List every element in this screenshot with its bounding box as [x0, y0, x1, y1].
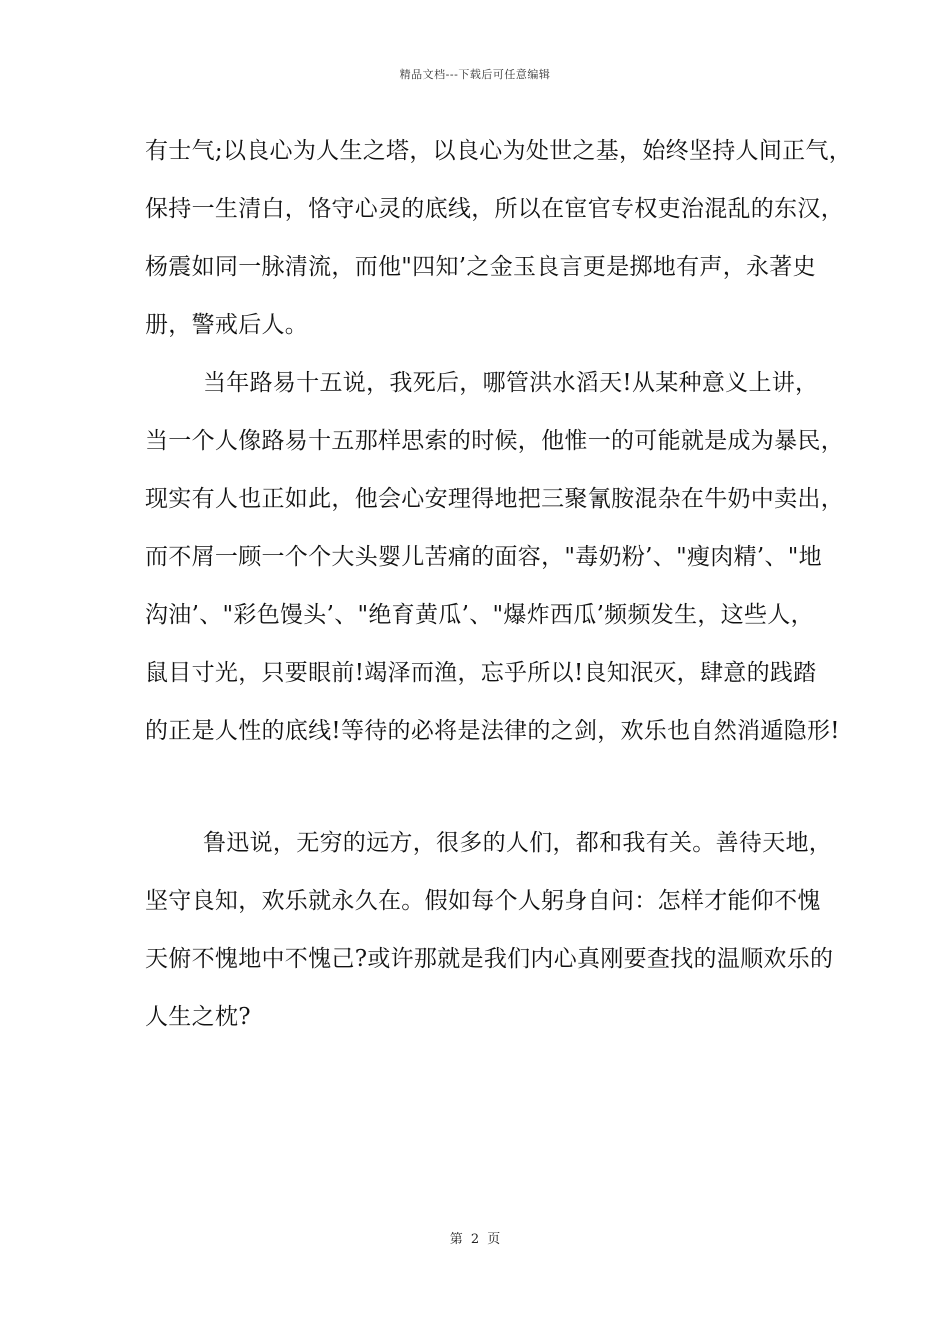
text-line: 册，警戒后人。 — [145, 312, 309, 338]
text-line: 现实有人也正如此，他会心安理得地把三聚氰胺混杂在牛奶中卖出， — [145, 486, 844, 512]
document-body — [145, 131, 853, 1055]
text-line: 而不屑一顾一个个大头婴儿苦痛的面容，"毒奶粉’、"瘦肉精’、"地 — [145, 544, 822, 570]
page-number: 第 2 页 — [449, 1232, 501, 1247]
text-line: 鲁迅说，无穷的远方，很多的人们，都和我有关。善待天地， — [203, 830, 833, 856]
text-line: 当年路易十五说，我死后，哪管洪水滔天!从某种意义上讲， — [203, 370, 819, 396]
paragraph-2 — [145, 363, 844, 769]
paragraph-3 — [145, 823, 834, 1055]
page-header: 精品文档---下载后可任意编辑 — [399, 68, 551, 81]
paragraph-spacer — [145, 769, 825, 823]
paragraph-1 — [145, 131, 853, 363]
text-line: 的正是人性的底线!等待的必将是法律的之剑，欢乐也自然消遁隐形! — [145, 718, 840, 744]
text-line: 保持一生清白，恪守心灵的底线，所以在宦官专权吏治混乱的东汉， — [145, 196, 844, 222]
text-line: 鼠目寸光，只要眼前!竭泽而渔，忘乎所以!良知泯灭，肆意的践踏 — [145, 660, 817, 686]
text-line: 杨震如同一脉清流，而他"四知’之金玉良言更是掷地有声，永著史 — [145, 254, 816, 280]
text-line: 有士气;以良心为人生之塔，以良心为处世之基，始终坚持人间正气， — [145, 138, 853, 164]
text-line: 天俯不愧地中不愧己?或许那就是我们内心真刚要查找的温顺欢乐的 — [145, 946, 834, 972]
text-line: 人生之枕? — [145, 1004, 251, 1030]
text-line: 坚守良知，欢乐就永久在。假如每个人躬身自问：怎样才能仰不愧 — [145, 888, 821, 914]
text-line: 当一个人像路易十五那样思索的时候，他惟一的可能就是成为暴民， — [145, 428, 844, 454]
text-line: 沟油’、"彩色馒头’、"绝育黄瓜’、"爆炸西瓜’频频发生，这些人， — [145, 602, 814, 628]
